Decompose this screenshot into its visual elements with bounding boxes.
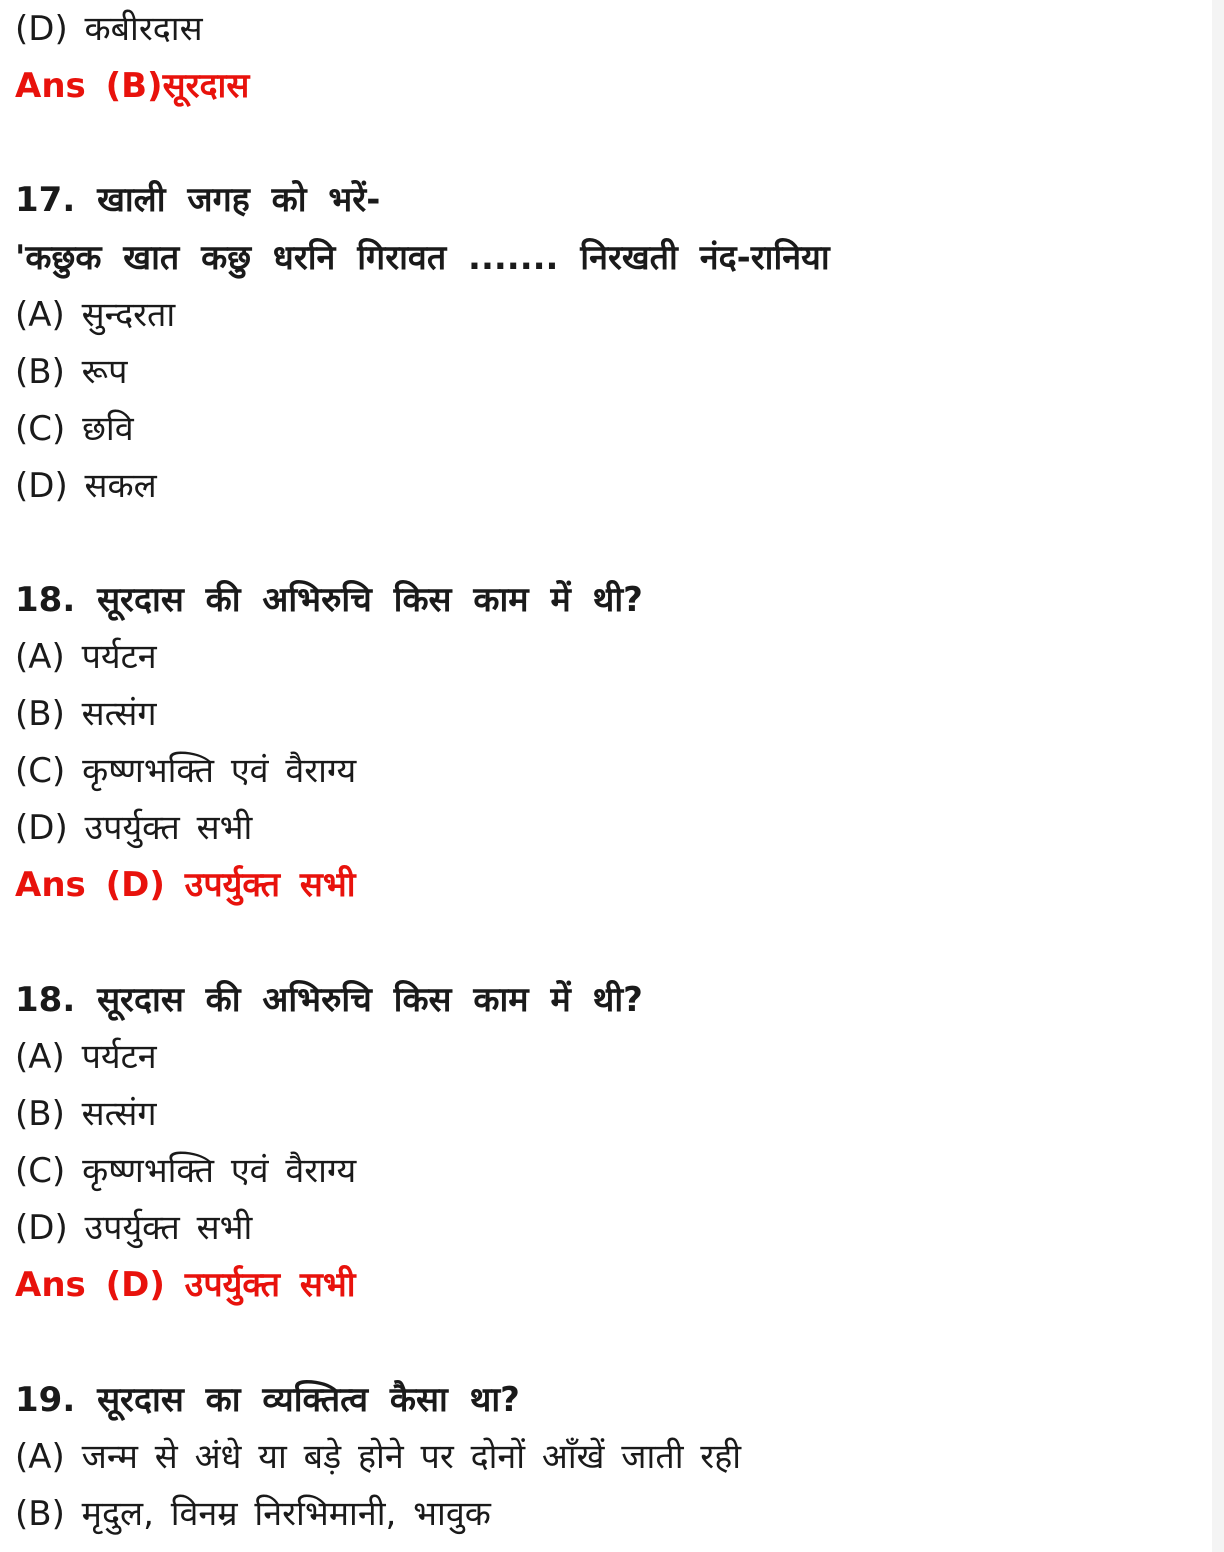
q17-question: 17. खाली जगह को भरें- — [15, 180, 381, 220]
page-edge — [1212, 0, 1224, 1552]
q17-option-c: (C) छवि — [15, 409, 134, 449]
q18b-option-c: (C) कृष्णभक्ति एवं वैराग्य — [15, 1151, 357, 1191]
q18b-question: 18. सूरदास की अभिरुचि किस काम में थी? — [15, 980, 643, 1020]
q18b-option-a: (A) पर्यटन — [15, 1037, 157, 1077]
q17-question-line2: 'कछुक खात कछु धरनि गिरावत ....... निरखती नंद-रानिया — [15, 238, 830, 278]
q18a-option-d: (D) उपर्युक्त सभी — [15, 808, 253, 848]
q17-option-b: (B) रूप — [15, 352, 128, 392]
q19-option-b: (B) मृदुल, विनम्र निरभिमानी, भावुक — [15, 1494, 491, 1534]
q18b-option-d: (D) उपर्युक्त सभी — [15, 1208, 253, 1248]
q18a-answer: Ans (D) उपर्युक्त सभी — [15, 865, 356, 905]
q18b-answer: Ans (D) उपर्युक्त सभी — [15, 1265, 356, 1305]
q19-question: 19. सूरदास का व्यक्तित्व कैसा था? — [15, 1380, 520, 1420]
q18b-option-b: (B) सत्संग — [15, 1094, 157, 1134]
q18a-question: 18. सूरदास की अभिरुचि किस काम में थी? — [15, 580, 643, 620]
q18a-option-c: (C) कृष्णभक्ति एवं वैराग्य — [15, 751, 357, 791]
q19-option-a: (A) जन्म से अंधे या बड़े होने पर दोनों आँखें जाती रही — [15, 1437, 742, 1477]
q18a-option-b: (B) सत्संग — [15, 694, 157, 734]
q17-option-d: (D) सकल — [15, 466, 157, 506]
q17-option-a: (A) सुन्दरता — [15, 295, 176, 335]
q16-option-d: (D) कबीरदास — [15, 9, 203, 49]
q16-answer: Ans (B)सूरदास — [15, 66, 250, 106]
q18a-option-a: (A) पर्यटन — [15, 637, 157, 677]
